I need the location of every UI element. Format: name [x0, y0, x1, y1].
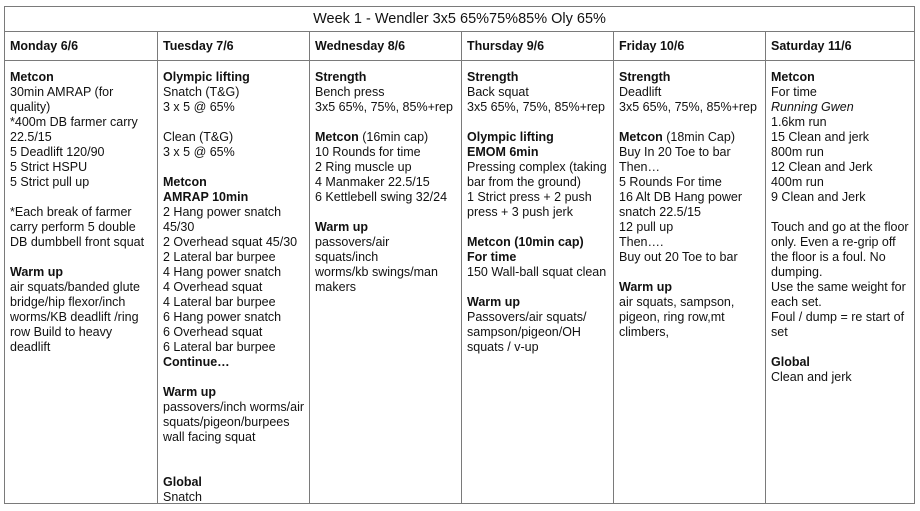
workout-line-text: 3x5 65%, 75%, 85%+rep: [467, 100, 605, 114]
workout-line-text: Use the same weight for: [771, 280, 906, 294]
workout-line-text: deadlift: [10, 340, 51, 354]
workout-line-text: bridge/hip flexor/inch: [10, 295, 126, 309]
workout-line-text: each set.: [771, 295, 822, 309]
workout-line-text: Snatch (T&G): [163, 85, 240, 99]
workout-line: [467, 205, 608, 220]
blank-line: [10, 190, 152, 205]
workout-line-text: 1 Strict press + 2 push: [467, 190, 592, 204]
workout-line-text: 4 Manmaker 22.5/15: [315, 175, 430, 189]
workout-line: [10, 235, 152, 250]
workout-line: [315, 160, 456, 175]
workout-line-text: 3 x 5 @ 65%: [163, 145, 235, 159]
workout-line: [619, 70, 760, 85]
workout-line-text: For time: [467, 250, 517, 264]
workout-line-suffix: (18min Cap): [662, 130, 735, 144]
day-header-thursday: Thursday 9/6: [462, 32, 613, 61]
workout-line-text: 1.6km run: [771, 115, 827, 129]
workout-line-text: worms/kb swings/man: [315, 265, 438, 279]
workout-line-text: *400m DB farmer carry: [10, 115, 138, 129]
workout-line-text: 2 Ring muscle up: [315, 160, 412, 174]
workout-line: [10, 145, 152, 160]
workout-line: [619, 175, 760, 190]
day-column-friday: [614, 32, 766, 504]
workout-line-text: the floor is a foul. No: [771, 250, 886, 264]
workout-line: [467, 265, 608, 280]
workout-line-text: 10 Rounds for time: [315, 145, 421, 159]
workout-line-text: 400m run: [771, 175, 824, 189]
workout-line-text: Deadlift: [619, 85, 662, 99]
blank-line: [771, 205, 909, 220]
workout-line: [771, 280, 909, 295]
blank-line: [619, 265, 760, 280]
workout-line: [619, 130, 760, 145]
workout-line: [163, 280, 304, 295]
workout-line-text: only. Even a re-grip off: [771, 235, 896, 249]
workout-line-text: 5 Rounds For time: [619, 175, 722, 189]
day-body: [462, 61, 613, 355]
workout-line: [10, 160, 152, 175]
workout-line-text: Clean (T&G): [163, 130, 234, 144]
workout-line-text: AMRAP 10min: [163, 190, 249, 204]
workout-line-text: Touch and go at the floor: [771, 220, 909, 234]
workout-table: [4, 6, 915, 504]
day-body: [158, 61, 309, 505]
day-columns: [5, 32, 914, 504]
workout-line-text: 2 Overhead squat 45/30: [163, 235, 298, 249]
workout-line-text: 12 Clean and Jerk: [771, 160, 873, 174]
workout-line-text: Clean and jerk: [771, 370, 852, 384]
workout-line: [315, 130, 456, 145]
workout-line-text: 3 x 5 @ 65%: [163, 100, 235, 114]
workout-line-text: 5 Strict pull up: [10, 175, 90, 189]
blank-line: [315, 205, 456, 220]
workout-line-text: Back squat: [467, 85, 529, 99]
workout-line-text: Warm up: [163, 385, 217, 399]
workout-line-text: squats/pigeon/burpees: [163, 415, 290, 429]
day-column-wednesday: [310, 32, 462, 504]
workout-line: [619, 205, 760, 220]
blank-line: [315, 115, 456, 130]
workout-line: [163, 85, 304, 100]
workout-line: [163, 415, 304, 430]
workout-line: [10, 100, 152, 115]
workout-line: [619, 160, 760, 175]
workout-line: [467, 250, 608, 265]
workout-line-text: Buy out 20 Toe to bar: [619, 250, 738, 264]
workout-line: [315, 100, 456, 115]
workout-line-text: 5 Deadlift 120/90: [10, 145, 105, 159]
workout-line-text: Strength: [467, 70, 519, 84]
workout-line: [467, 325, 608, 340]
workout-line: [771, 115, 909, 130]
workout-line: [467, 175, 608, 190]
workout-line-text: 22.5/15: [10, 130, 52, 144]
workout-line-text: Continue…: [163, 355, 230, 369]
workout-line-text: bar from the ground): [467, 175, 581, 189]
workout-line-text: carry perform 5 double: [10, 220, 136, 234]
workout-line-text: set: [771, 325, 788, 339]
workout-line-text: Global: [163, 475, 202, 489]
workout-line: [163, 295, 304, 310]
workout-line-text: air squats/banded glute: [10, 280, 140, 294]
workout-line-text: 3x5 65%, 75%, 85%+rep: [315, 100, 453, 114]
workout-line-text: 2 Lateral bar burpee: [163, 250, 276, 264]
day-column-thursday: [462, 32, 614, 504]
day-header-saturday: Saturday 11/6: [766, 32, 914, 61]
day-header-friday: Friday 10/6: [614, 32, 765, 61]
workout-line-text: Metcon: [10, 70, 54, 84]
workout-line-text: climbers,: [619, 325, 670, 339]
day-body: [310, 61, 461, 295]
workout-line: [163, 265, 304, 280]
workout-line: [163, 310, 304, 325]
workout-line-text: Warm up: [619, 280, 673, 294]
workout-line-text: Warm up: [10, 265, 64, 279]
workout-line: [315, 235, 456, 265]
workout-line-text: Metcon: [163, 175, 207, 189]
workout-line: [771, 175, 909, 190]
workout-line-text: dumping.: [771, 265, 823, 279]
workout-line: [10, 115, 152, 130]
workout-line-text: Foul / dump = re start of: [771, 310, 905, 324]
workout-line-text: Then…: [619, 160, 660, 174]
workout-line: [163, 325, 304, 340]
blank-line: [619, 115, 760, 130]
workout-line-text: *Each break of farmer: [10, 205, 132, 219]
blank-line: [467, 220, 608, 235]
workout-line: [315, 280, 456, 295]
workout-line: [10, 310, 152, 325]
workout-line: [467, 100, 608, 115]
workout-line: [163, 220, 304, 235]
workout-line: [163, 340, 304, 355]
workout-line: [619, 325, 760, 340]
workout-line-text: Metcon: [771, 70, 815, 84]
day-header-wednesday: Wednesday 8/6: [310, 32, 461, 61]
day-column-saturday: [766, 32, 914, 504]
workout-line-text: 16 Alt DB Hang power: [619, 190, 742, 204]
day-body: [614, 61, 765, 340]
workout-line: [771, 250, 909, 265]
workout-line-text: Snatch: [163, 490, 202, 504]
blank-line: [163, 115, 304, 130]
workout-line: [467, 70, 608, 85]
workout-line: [10, 325, 152, 340]
workout-line-text: passovers/inch worms/air: [163, 400, 305, 414]
workout-line-suffix: (16min cap): [358, 130, 429, 144]
workout-line: [163, 100, 304, 115]
workout-line-text: 2 Hang power snatch: [163, 205, 282, 219]
workout-line: [771, 295, 909, 310]
workout-line: [619, 85, 760, 100]
blank-line: [771, 340, 909, 355]
workout-line-text: Metcon (10min cap): [467, 235, 584, 249]
workout-line: [467, 85, 608, 100]
day-header-tuesday: Tuesday 7/6: [158, 32, 309, 61]
workout-line-text: Olympic lifting: [163, 70, 250, 84]
workout-line: [771, 325, 909, 340]
workout-line: [10, 85, 152, 100]
workout-line: [163, 385, 304, 400]
workout-line: [771, 310, 909, 325]
workout-line: [771, 160, 909, 175]
workout-line: [10, 265, 152, 280]
workout-line: [315, 265, 456, 280]
workout-line-text: Pressing complex (taking: [467, 160, 607, 174]
workout-line-text: quality): [10, 100, 51, 114]
workout-line: [467, 310, 608, 325]
workout-line-text: 6 Overhead squat: [163, 325, 263, 339]
workout-line: [163, 130, 304, 145]
workout-line: [10, 280, 152, 295]
workout-line: [315, 175, 456, 190]
blank-line: [163, 460, 304, 475]
workout-line-text: 800m run: [771, 145, 824, 159]
day-column-monday: [5, 32, 158, 504]
workout-line: [771, 355, 909, 370]
workout-line: [619, 310, 760, 325]
workout-line-text: 6 Hang power snatch: [163, 310, 282, 324]
workout-line: [771, 190, 909, 205]
workout-line: [10, 70, 152, 85]
workout-line: [619, 295, 760, 310]
workout-line-text: Buy In 20 Toe to bar: [619, 145, 731, 159]
workout-line: [10, 205, 152, 220]
workout-line-text: 4 Lateral bar burpee: [163, 295, 276, 309]
workout-line-text: 4 Overhead squat: [163, 280, 263, 294]
workout-line-text: Strength: [315, 70, 367, 84]
workout-line-text: wall facing squat: [163, 430, 256, 444]
workout-line: [771, 220, 909, 235]
workout-line: [467, 160, 608, 175]
workout-line: [619, 220, 760, 235]
workout-line-text: squats / v-up: [467, 340, 539, 354]
workout-line: [771, 70, 909, 85]
workout-line-text: passovers/air squats/inch: [315, 235, 393, 264]
workout-line: [315, 70, 456, 85]
workout-line-text: Running Gwen: [771, 100, 854, 114]
workout-line: [163, 490, 304, 505]
workout-line: [619, 280, 760, 295]
workout-line: [467, 145, 608, 160]
workout-line-text: 6 Kettlebell swing 32/24: [315, 190, 448, 204]
workout-line: [10, 295, 152, 310]
workout-line-text: Then….: [619, 235, 664, 249]
workout-line: [467, 130, 608, 145]
workout-line-text: Global: [771, 355, 810, 369]
workout-line-text: row Build to heavy: [10, 325, 113, 339]
workout-line: [163, 175, 304, 190]
workout-line-text: Strength: [619, 70, 671, 84]
workout-line-text: 4 Hang power snatch: [163, 265, 282, 279]
day-body: [766, 61, 914, 385]
workout-line: [771, 85, 909, 100]
workout-line-text: EMOM 6min: [467, 145, 539, 159]
workout-line-text: 5 Strict HSPU: [10, 160, 88, 174]
workout-line-text: DB dumbbell front squat: [10, 235, 145, 249]
workout-line-text: Olympic lifting: [467, 130, 554, 144]
week-title: Week 1 - Wendler 3x5 65%75%85% Oly 65%: [5, 7, 914, 32]
workout-line: [771, 370, 909, 385]
workout-line-text: 3x5 65%, 75%, 85%+rep: [619, 100, 757, 114]
workout-line: [315, 85, 456, 100]
workout-line: [315, 190, 456, 205]
day-header-monday: Monday 6/6: [5, 32, 157, 61]
workout-line: [315, 145, 456, 160]
workout-line-text: Metcon: [315, 130, 359, 144]
workout-line-text: 30min AMRAP (for: [10, 85, 114, 99]
workout-line: [163, 145, 304, 160]
blank-line: [163, 370, 304, 385]
workout-line-text: 6 Lateral bar burpee: [163, 340, 276, 354]
workout-line-text: Passovers/air squats/: [467, 310, 587, 324]
workout-line-text: press + 3 push jerk: [467, 205, 573, 219]
blank-line: [163, 160, 304, 175]
workout-line: [619, 235, 760, 250]
workout-line: [619, 250, 760, 265]
workout-line-text: 15 Clean and jerk: [771, 130, 869, 144]
workout-line: [163, 235, 304, 250]
workout-line: [163, 250, 304, 265]
workout-line: [771, 265, 909, 280]
workout-line: [10, 175, 152, 190]
workout-line: [467, 190, 608, 205]
workout-line: [771, 100, 909, 115]
workout-line-text: pigeon, ring row,mt: [619, 310, 725, 324]
workout-line-text: worms/KB deadlift /ring: [10, 310, 139, 324]
workout-line: [619, 100, 760, 115]
workout-line: [10, 340, 152, 355]
workout-line: [771, 145, 909, 160]
workout-line-text: Bench press: [315, 85, 385, 99]
workout-line-text: air squats, sampson,: [619, 295, 735, 309]
workout-line-text: Warm up: [467, 295, 521, 309]
workout-line-text: Metcon: [619, 130, 663, 144]
workout-line: [163, 205, 304, 220]
workout-line-text: For time: [771, 85, 817, 99]
workout-line-text: 45/30: [163, 220, 195, 234]
workout-line: [163, 70, 304, 85]
workout-line: [10, 220, 152, 235]
blank-line: [467, 280, 608, 295]
workout-line: [771, 130, 909, 145]
workout-line-text: 12 pull up: [619, 220, 674, 234]
workout-line: [315, 220, 456, 235]
workout-line: [163, 190, 304, 205]
day-body: [5, 61, 157, 355]
workout-line: [163, 475, 304, 490]
workout-line: [619, 145, 760, 160]
workout-line: [467, 295, 608, 310]
workout-line: [163, 430, 304, 445]
workout-line-text: snatch 22.5/15: [619, 205, 702, 219]
workout-line-text: makers: [315, 280, 356, 294]
workout-line: [619, 190, 760, 205]
workout-line-text: 9 Clean and Jerk: [771, 190, 866, 204]
blank-line: [10, 250, 152, 265]
blank-line: [467, 115, 608, 130]
workout-line: [10, 130, 152, 145]
blank-line: [163, 445, 304, 460]
workout-line: [467, 235, 608, 250]
workout-line: [771, 235, 909, 250]
workout-line-text: sampson/pigeon/OH: [467, 325, 581, 339]
day-column-tuesday: [158, 32, 310, 504]
workout-line-text: Warm up: [315, 220, 369, 234]
workout-line: [467, 340, 608, 355]
workout-line: [163, 400, 304, 415]
workout-line: [163, 355, 304, 370]
workout-line-text: 150 Wall-ball squat clean: [467, 265, 607, 279]
